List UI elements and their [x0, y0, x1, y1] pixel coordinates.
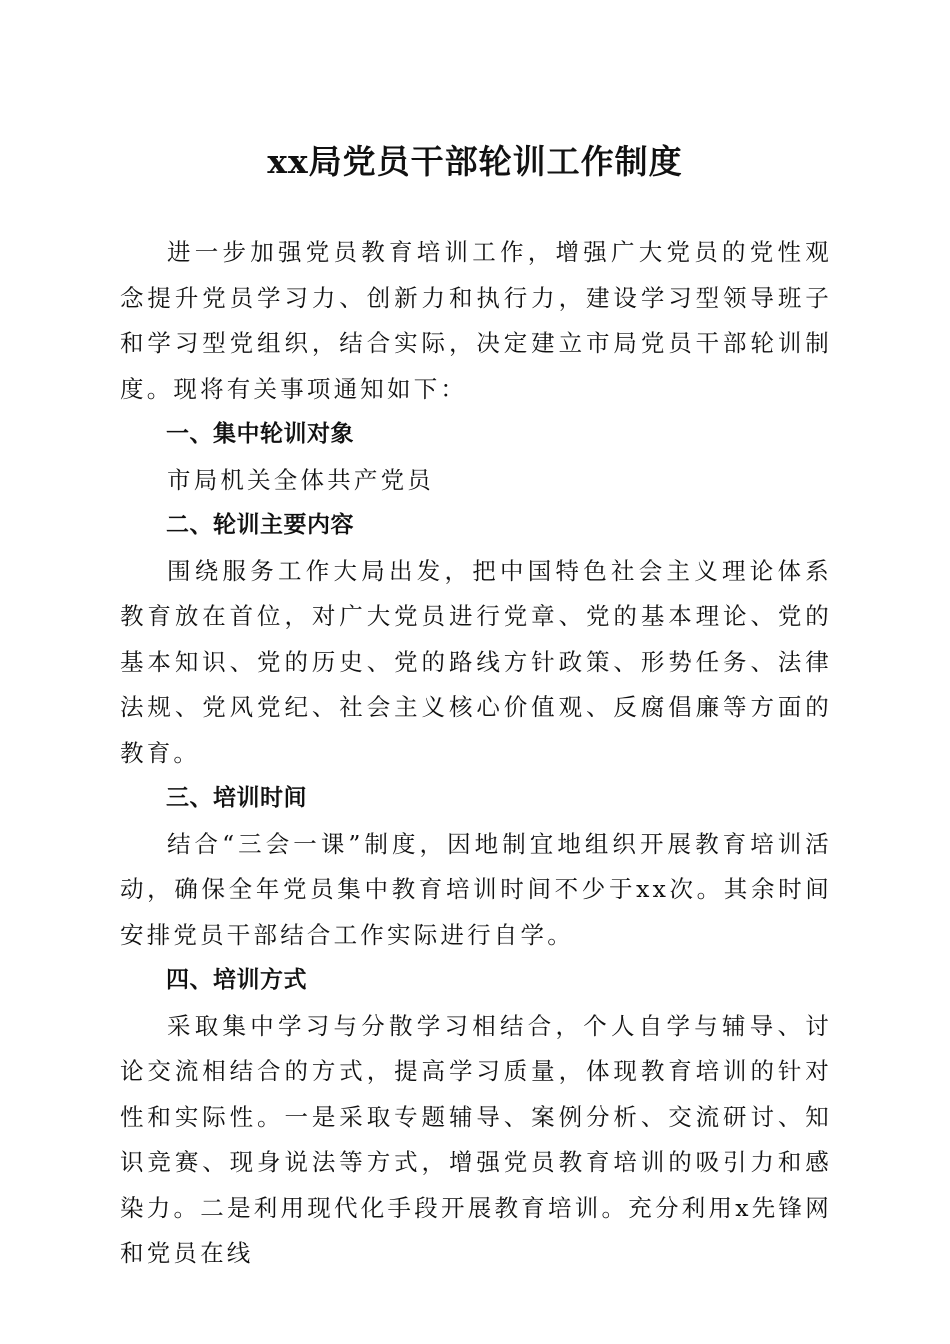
- section-body-method: 采取集中学习与分散学习相结合，个人自学与辅导、讨论交流相结合的方式，提高学习质量，体现教育培训的针对性和实际性。一是采取专题辅导、案例分析、交流研讨、知识竞赛、现身说法等方式，增强党员教育培训的吸引力和感染力。二是利用现代化手段开展教育培训。充分利用x先锋网和党员在线: [120, 1011, 832, 1267]
- section-heading-time: 三、培训时间: [166, 785, 307, 811]
- intro-paragraph: 进一步加强党员教育培训工作，增强广大党员的党性观念提升党员学习力、创新力和执行力，建设学习型领导班子和学习型党组织，结合实际，决定建立市局党员干部轮训制度。现将有关事项通知如下：: [120, 238, 832, 403]
- section-heading-content: 二、轮训主要内容: [166, 512, 354, 538]
- section-heading-method: 四、培训方式: [166, 967, 307, 993]
- section-body-content: 围绕服务工作大局出发，把中国特色社会主义理论体系教育放在首位，对广大党员进行党章、党的基本理论、党的基本知识、党的历史、党的路线方针政策、形势任务、法律法规、党风党纪、社会主义核心价值观、反腐倡廉等方面的教育。: [120, 556, 832, 767]
- section-body-time: 结合“三会一课”制度，因地制宜地组织开展教育培训活动，确保全年党员集中教育培训时间不少于xx次。其余时间安排党员干部结合工作实际进行自学。: [120, 829, 832, 949]
- document-body: [120, 230, 832, 1277]
- section-heading-target: 一、集中轮训对象: [166, 421, 354, 447]
- section-body-target: 市局机关全体共产党员: [167, 465, 434, 494]
- document-title: xx局党员干部轮训工作制度: [267, 142, 683, 181]
